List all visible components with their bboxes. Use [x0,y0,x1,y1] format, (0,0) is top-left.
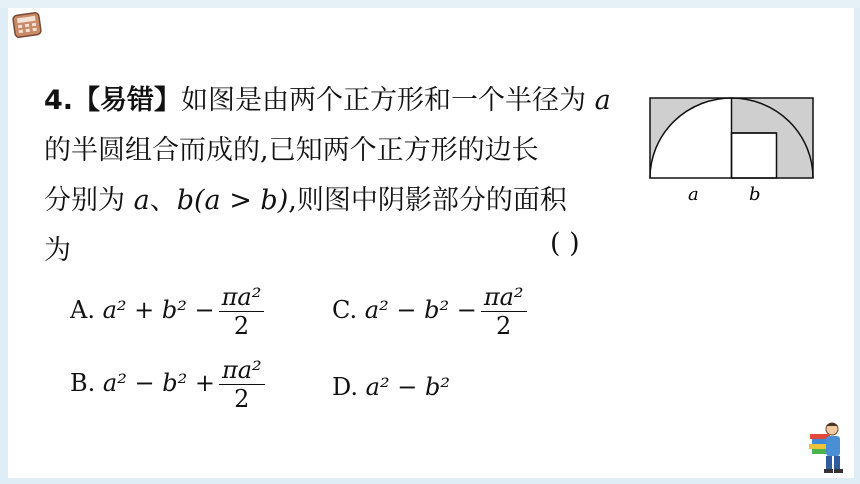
answer-blank: ( ) [550,228,580,259]
fraction: $\frac{\text{πa²}}{2}$ [481,283,527,340]
student-carrying-books-icon [804,420,848,476]
label-a: a [688,184,699,205]
question-number: 4. [44,85,74,116]
calculator-icon [12,12,42,38]
question-line-3: 分别为 a、b(a > b),则图中阴影部分的面积 [44,185,567,216]
label-b: b [749,184,761,205]
option-a[interactable]: A. a² + b² − $\frac{\text{πa²}}{2}$ [70,283,264,340]
top-bar [0,0,860,8]
option-d[interactable]: D. a² − b² [332,373,450,401]
small-square [732,133,777,178]
fraction: $\frac{\text{πa²}}{2}$ [219,283,265,340]
question-tag: 【易错】 [73,85,182,116]
option-c[interactable]: C. a² − b² − $\frac{\text{πa²}}{2}$ [332,283,527,340]
option-b[interactable]: B. a² − b² + $\frac{\text{πa²}}{2}$ [70,356,265,413]
question-line-1: 4.【易错】如图是由两个正方形和一个半径为 a [44,85,611,116]
question-line-4: 为 [44,235,71,266]
fraction: $\frac{\text{πa²}}{2}$ [219,356,265,413]
question-line-2: 的半圆组合而成的,已知两个正方形的边长 [44,135,539,166]
geometry-figure [648,96,818,211]
